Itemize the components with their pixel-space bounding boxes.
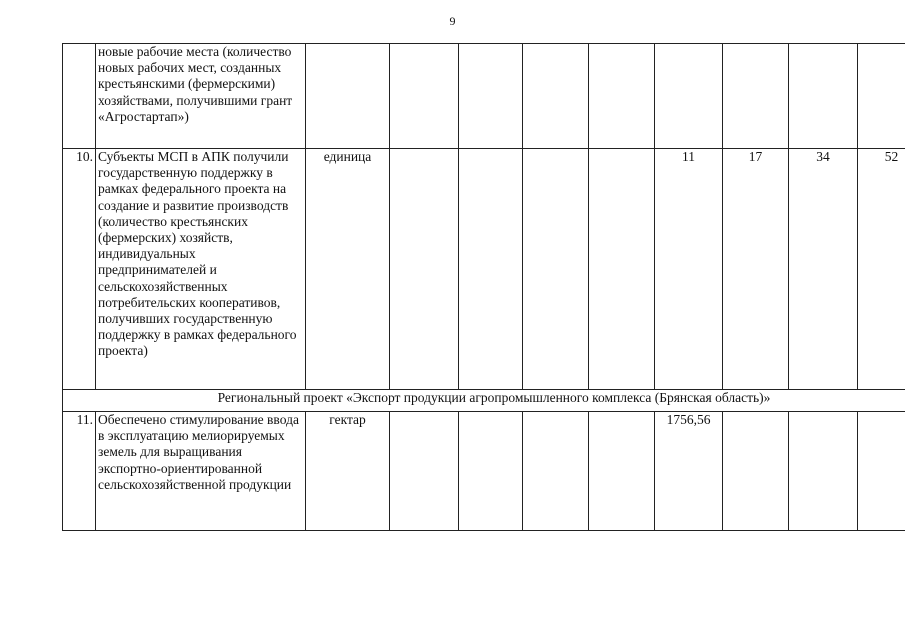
value-cell: 1756,56: [655, 412, 723, 531]
value-cell: 11: [655, 149, 723, 390]
row-number: 10.: [63, 149, 96, 390]
value-cell: [589, 412, 655, 531]
value-cell: [459, 412, 523, 531]
value-cell: [390, 149, 459, 390]
value-cell: [523, 44, 589, 149]
value-cell: [723, 44, 789, 149]
value-cell: [459, 149, 523, 390]
unit-cell: [306, 44, 390, 149]
row-number: [63, 44, 96, 149]
indicator-description: Обеспечено стимулирование ввода в эксплуатацию мелиорируемых земель для выращивания экспортно-ориентированной сельскохозяйственной продукции: [96, 412, 306, 531]
value-cell: [523, 149, 589, 390]
table-row: [63, 412, 905, 531]
section-title: Региональный проект «Экспорт продукции агропромышленного комплекса (Брянская область)»: [63, 390, 905, 412]
page-number: 9: [449, 14, 456, 28]
unit-cell: гектар: [306, 412, 390, 531]
value-cell: [723, 412, 789, 531]
table-row: [63, 149, 905, 390]
value-cell: 34: [789, 149, 858, 390]
value-cell: [589, 44, 655, 149]
indicator-description: Субъекты МСП в АПК получили государственную поддержку в рамках федерального проекта на создание и развитие производств (количество крестьянских (фермерских) хозяйств, индивидуальных предпринимателей и сельскохозяйственных потребительских кооперативов, получивших государственную поддержку в рамках федерального проекта): [96, 149, 306, 390]
unit-cell: единица: [306, 149, 390, 390]
indicator-table: [62, 43, 905, 531]
value-cell: [858, 44, 905, 149]
value-cell: 17: [723, 149, 789, 390]
section-row: [63, 390, 905, 412]
value-cell: [789, 412, 858, 531]
indicator-description: новые рабочие места (количество новых рабочих мест, созданных крестьянскими (фермерскими) хозяйствами, получившими грант «Агростартап»): [96, 44, 306, 149]
value-cell: [589, 149, 655, 390]
value-cell: [390, 44, 459, 149]
value-cell: [858, 412, 905, 531]
value-cell: [390, 412, 459, 531]
value-cell: [655, 44, 723, 149]
value-cell: [523, 412, 589, 531]
value-cell: [459, 44, 523, 149]
value-cell: [789, 44, 858, 149]
row-number: 11.: [63, 412, 96, 531]
table-row: [63, 44, 905, 149]
value-cell: 52: [858, 149, 905, 390]
